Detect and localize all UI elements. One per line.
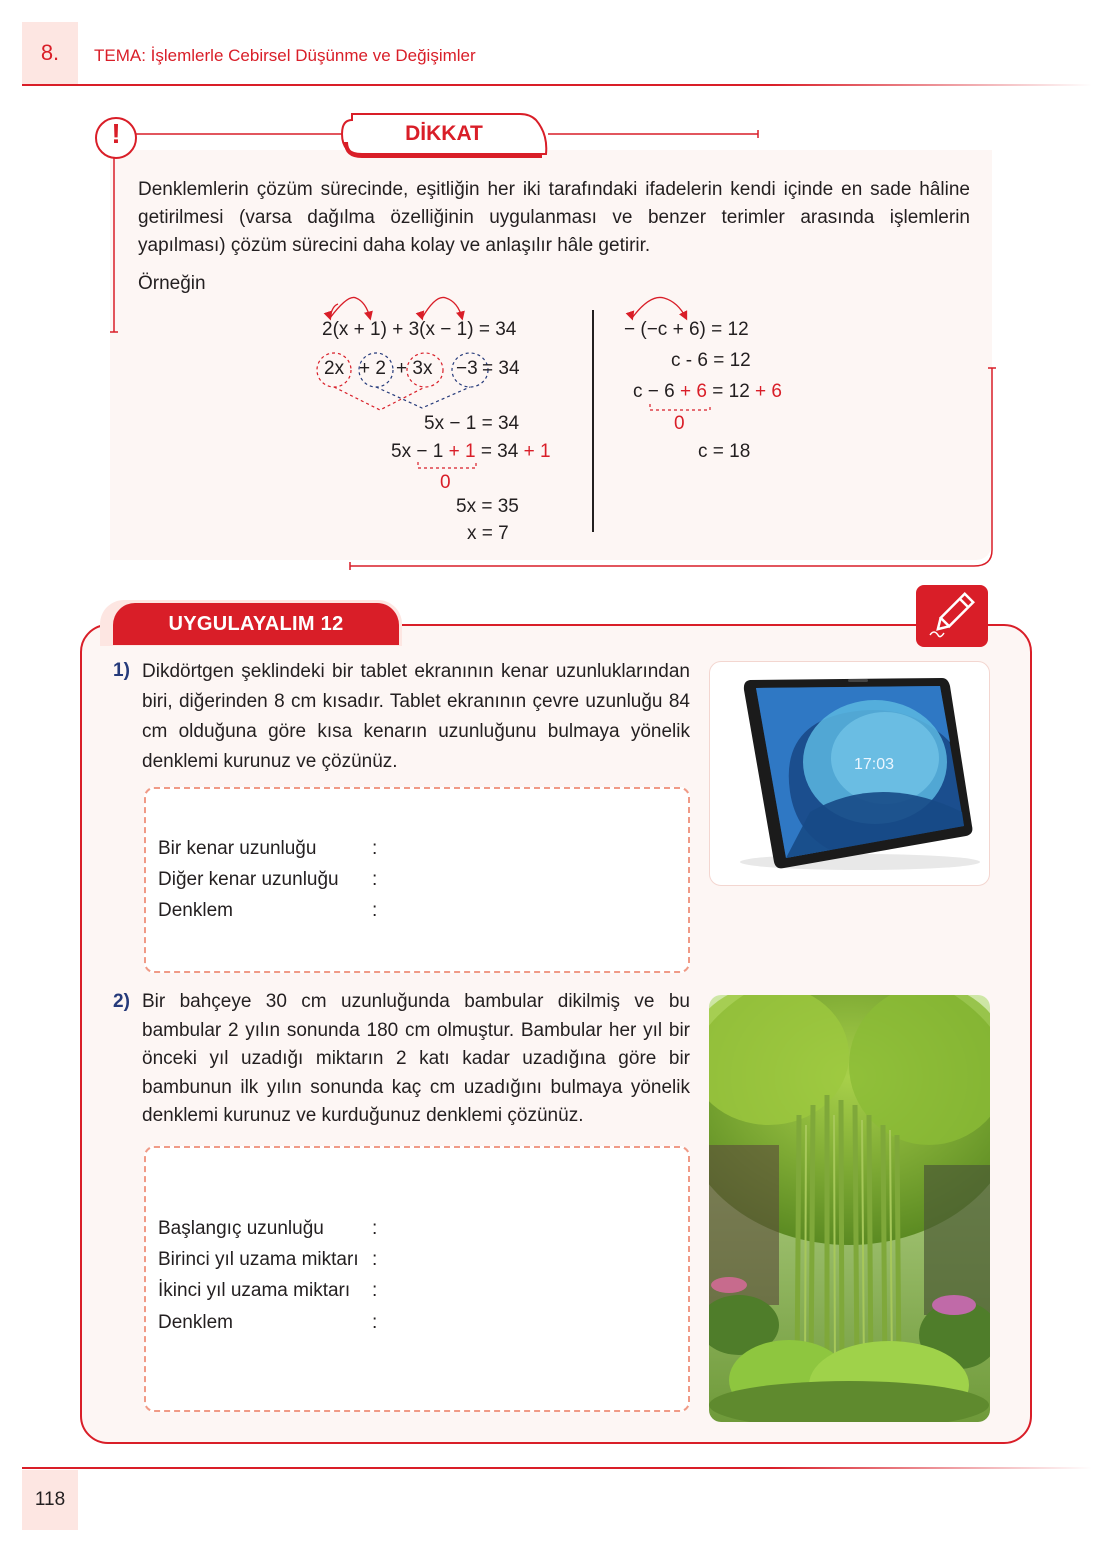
dikkat-title: DİKKAT — [405, 122, 483, 145]
q1-colon: : — [372, 869, 378, 890]
grade-badge: 8. — [22, 22, 78, 84]
question-2-number: 2) — [113, 991, 130, 1012]
q2-colon: : — [372, 1280, 378, 1301]
term-2x: 2x — [324, 358, 345, 379]
q1-label-other-side: Diğer kenar uzunluğu — [158, 869, 339, 890]
question-1-text: Dikdörtgen şeklindeki bir tablet ekranının kenar uzunluklarından biri, diğerinden 8 cm kısadır. Tablet ekranının çevre uzunluğu 84 cm olduğuna göre kısa kenarın uzunluğunu bulmaya yönelik denklemi kurunuz ve çözünüz. — [142, 661, 690, 772]
question-2-text: Bir bahçeye 30 cm uzunluğunda bambular dikilmiş ve bu bambular 2 yılın sonunda 180 cm olmuştur. Bambular her yıl bir önceki yıl uzadığı miktarın 2 katı kadar uzadığına göre bir bambunun ilk yılın sonunda kaç cm uzadığını bulmaya yönelik denklemi kurunuz ve kurduğunuz denklemi çözünüz. — [142, 991, 690, 1126]
q1-label-equation: Denklem — [158, 900, 233, 921]
term-plus2: + 2 — [359, 358, 386, 379]
dikkat-text: Denklemlerin çözüm sürecinde, eşitliğin her iki tarafındaki ifadelerin kendi içinde en sade hâline getirilmesi (varsa dağılma özelliğinin uygulanması ve benzer terimler arasında işlemlerin yapılması) çözüm sürecini daha kolay ve anlaşılır hâle getirir. — [138, 179, 970, 256]
q2-label-first-year: Birinci yıl uzama miktarı — [158, 1249, 359, 1270]
page-number: 118 — [22, 1470, 78, 1530]
term-minus3: −3 — [456, 358, 478, 379]
left-eq-3: 5x − 1 = 34 — [424, 413, 520, 434]
q1-colon: : — [372, 838, 378, 859]
exclamation-icon: ! — [111, 118, 121, 149]
example-divider — [592, 310, 594, 532]
q2-label-second-year: İkinci yıl uzama miktarı — [158, 1280, 351, 1301]
uygulayalim-title: UYGULAYALIM 12 — [113, 603, 399, 645]
left-zero: 0 — [440, 472, 451, 493]
tablet-clock: 17:03 — [854, 756, 895, 773]
question-1-number: 1) — [113, 660, 130, 681]
left-eq-1: 2(x + 1) + 3(x − 1) = 34 — [322, 319, 517, 340]
q2-colon: : — [372, 1249, 378, 1270]
tablet-image — [709, 661, 990, 886]
right-eq-4: c = 18 — [698, 441, 751, 462]
q2-colon: : — [372, 1218, 378, 1239]
footer-divider — [22, 1467, 1092, 1469]
left-eq-5: 5x = 35 — [456, 496, 519, 517]
q2-colon: : — [372, 1312, 378, 1333]
answer-box-2[interactable] — [144, 1146, 690, 1412]
q2-label-equation: Denklem — [158, 1312, 233, 1333]
left-eq-6: x = 7 — [467, 523, 509, 544]
header-divider — [22, 84, 1092, 86]
right-eq-1: − (−c + 6) = 12 — [624, 319, 749, 340]
bamboo-image — [709, 995, 990, 1422]
right-zero: 0 — [674, 413, 685, 434]
right-eq-3: c − 6 + 6 = 12 + 6 — [633, 381, 782, 402]
term-plus3x: + 3x — [396, 358, 433, 379]
left-eq-4: 5x − 1 + 1 = 34 + 1 — [391, 441, 551, 462]
theme-title: TEMA: İşlemlerle Cebirsel Düşünme ve Değişimler — [94, 46, 476, 65]
right-eq-2: c - 6 = 12 — [671, 350, 751, 371]
q1-colon: : — [372, 900, 378, 921]
pencil-icon — [916, 585, 988, 647]
q2-label-initial: Başlangıç uzunluğu — [158, 1218, 324, 1239]
q1-label-side: Bir kenar uzunluğu — [158, 838, 317, 859]
example-label: Örneğin — [138, 273, 206, 294]
left-eq-2-rhs: = 34 — [482, 358, 520, 379]
